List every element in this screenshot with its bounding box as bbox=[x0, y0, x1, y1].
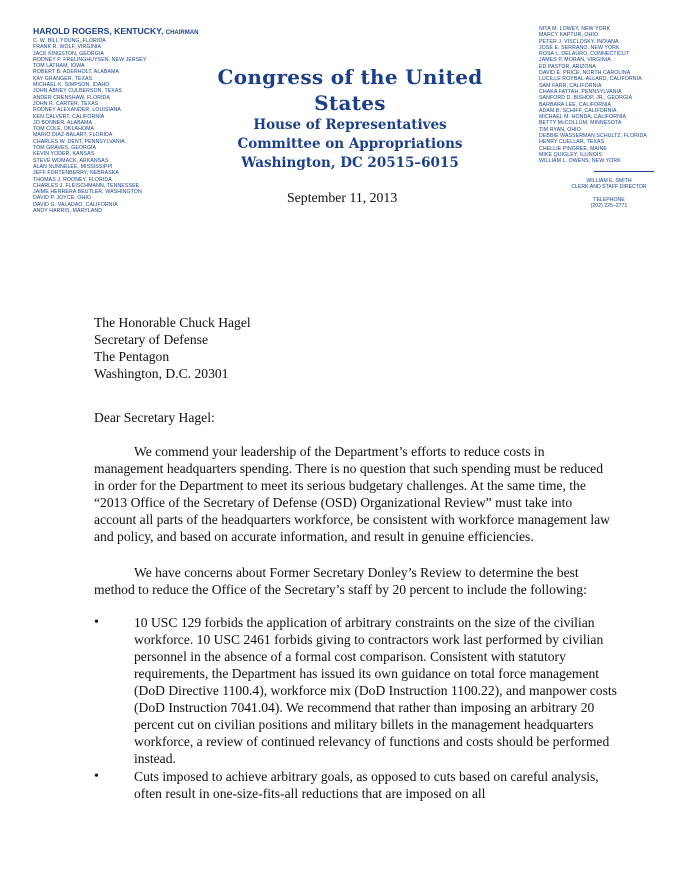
member-name: SANFORD D. BISHOP, JR., GEORGIA bbox=[539, 95, 633, 102]
member-name: HENRY CUELLAR, TEXAS bbox=[539, 139, 605, 146]
member-name: ROSA L. DELAURO, CONNECTICUT bbox=[539, 51, 630, 58]
member-name: SAM FARR, CALIFORNIA bbox=[539, 82, 602, 89]
member-name: JAMES P. MORAN, VIRGINIA bbox=[539, 57, 611, 64]
member-name: DAVID G. VALADAO, CALIFORNIA bbox=[33, 201, 118, 208]
member-name: CHELLIE PINGREE, MAINE bbox=[539, 145, 607, 152]
telephone-number: (202) 225–2771 bbox=[590, 203, 628, 210]
member-name: JOSÉ E. SERRANO, NEW YORK bbox=[539, 44, 620, 51]
member-name: KEN CALVERT, CALIFORNIA bbox=[33, 113, 105, 120]
bullet-icon: • bbox=[94, 615, 99, 630]
member-name: DAVID E. PRICE, NORTH CAROLINA bbox=[539, 70, 631, 77]
member-name: BARBARA LEE, CALIFORNIA bbox=[539, 101, 612, 108]
chairman-title: CHAIRMAN bbox=[165, 30, 199, 36]
member-name: FRANK R. WOLF, VIRGINIA bbox=[33, 44, 102, 51]
bullet-text: Cuts imposed to achieve arbitrary goals, as opposed to cuts based on careful analysis, often result in one-size-fits-all reductions that are imposed on all bbox=[134, 769, 599, 801]
letter-date: September 11, 2013 bbox=[287, 190, 398, 205]
member-name: ANDER CRENSHAW, FLORIDA bbox=[33, 94, 111, 101]
member-name: ANDY HARRIS, MARYLAND bbox=[33, 208, 103, 215]
chairman-line bbox=[33, 26, 223, 38]
minority-member-list bbox=[539, 26, 689, 165]
member-name: KEVIN YODER, KANSAS bbox=[33, 151, 95, 158]
letterhead-congress: Congress of the United States bbox=[217, 65, 483, 115]
bullet-icon: • bbox=[94, 769, 99, 784]
member-name: JACK KINGSTON, GEORGIA bbox=[33, 50, 104, 57]
member-name: RODNEY P. FRELINGHUYSEN, NEW JERSEY bbox=[33, 56, 147, 63]
member-name: ALAN NUNNELEE, MISSISSIPPI bbox=[33, 163, 113, 170]
member-name: CHARLES W. DENT, PENNSYLVANIA bbox=[33, 138, 125, 145]
member-name: C. W. BILL YOUNG, FLORIDA bbox=[33, 38, 106, 44]
member-name: ADAM B. SCHIFF, CALIFORNIA bbox=[539, 107, 617, 114]
member-name: JOHN R. CARTER, TEXAS bbox=[33, 100, 99, 107]
member-name: DEBBIE WASSERMAN SCHULTZ, FLORIDA bbox=[539, 133, 647, 140]
member-name: RODNEY ALEXANDER, LOUISIANA bbox=[33, 107, 121, 114]
member-name: STEVE WOMACK, ARKANSAS bbox=[33, 157, 109, 164]
member-name: CHAKA FATTAH, PENNSYLVANIA bbox=[539, 88, 622, 95]
body-paragraph: We commend your leadership of the Department’s efforts to reduce costs in management headquarters spending. There is no question that such spending must be reduced in order for the Department to meet its serious budgetary challenges. At the same time, the “2013 Office of the Secretary of Defense (OSD) Organizational Review” must take into account all parts of the headquarters workforce, be consistent with workforce management law and policy, and based on accurate information, and result in genuine efficiencies. bbox=[94, 444, 610, 544]
member-name: JAIME HERRERA BEUTLER, WASHINGTON bbox=[33, 189, 142, 196]
member-name: THOMAS J. ROONEY, FLORIDA bbox=[33, 176, 112, 183]
member-name: TIM RYAN, OHIO bbox=[539, 126, 581, 133]
staff-title: CLERK AND STAFF DIRECTOR bbox=[571, 184, 647, 191]
member-name: BETTY McCOLLUM, MINNESOTA bbox=[539, 120, 622, 127]
member-name: TOM GRAVES, GEORGIA bbox=[33, 145, 97, 152]
member-name: JEFF FORTENBERRY, NEBRASKA bbox=[33, 170, 119, 177]
body-paragraph: We have concerns about Former Secretary Donley’s Review to determine the best method to reduce the Office of the Secretary’s staff by 20 percent to include the following: bbox=[94, 565, 587, 597]
staff-divider bbox=[594, 171, 654, 172]
chairman-name: HAROLD ROGERS, KENTUCKY, bbox=[33, 26, 164, 36]
member-name: NITA M. LOWEY, NEW YORK bbox=[539, 26, 611, 32]
member-name: MARIO DIAZ-BALART, FLORIDA bbox=[33, 132, 113, 139]
member-name: TOM COLE, OKLAHOMA bbox=[33, 126, 95, 133]
member-name: MICHAEL K. SIMPSON, IDAHO bbox=[33, 82, 110, 89]
member-name: DAVID P. JOYCE, OHIO bbox=[33, 195, 92, 202]
salutation: Dear Secretary Hagel: bbox=[94, 410, 215, 425]
member-name: WILLIAM L. OWENS, NEW YORK bbox=[539, 158, 621, 165]
letterhead bbox=[190, 64, 510, 173]
member-name: MICHAEL M. HONDA, CALIFORNIA bbox=[539, 114, 627, 121]
staff-name: WILLIAM E. SMITH bbox=[586, 177, 632, 184]
letterhead-committee: Committee on Appropriations bbox=[237, 136, 463, 152]
member-name: ED PASTOR, ARIZONA bbox=[539, 63, 596, 70]
addressee-line: The Pentagon bbox=[94, 349, 170, 364]
member-name: KAY GRANGER, TEXAS bbox=[33, 75, 93, 82]
member-name: LUCILLE ROYBAL-ALLARD, CALIFORNIA bbox=[539, 76, 642, 83]
staff-block bbox=[529, 178, 689, 210]
telephone-label: TELEPHONE bbox=[593, 196, 625, 203]
member-name: TOM LATHAM, IOWA bbox=[33, 63, 85, 70]
member-name: MARCY KAPTUR, OHIO bbox=[539, 32, 599, 39]
addressee-line: The Honorable Chuck Hagel bbox=[94, 315, 251, 330]
member-name: CHARLES J. FLEISCHMANN, TENNESSEE bbox=[33, 182, 140, 189]
member-name: PETER J. VISCLOSKY, INDIANA bbox=[539, 38, 619, 45]
member-name: JO BONNER, ALABAMA bbox=[33, 119, 93, 126]
minority-roster bbox=[539, 26, 689, 210]
member-name: ROBERT B. ADERHOLT, ALABAMA bbox=[33, 69, 120, 76]
addressee-block bbox=[94, 314, 251, 382]
addressee-line: Secretary of Defense bbox=[94, 332, 208, 347]
letterhead-address: Washington, DC 20515–6015 bbox=[241, 155, 459, 171]
bullet-text: 10 USC 129 forbids the application of arbitrary constraints on the size of the civilian workforce. 10 USC 2461 forbids giving to contractors work last performed by civilian personnel in the absence of a formal cost comparison. Consistent with statutory requirements, the Department has issued its own guidance on total force management (DoD Directive 1100.4), workforce mix (DoD Instruction 1100.22), and manpower costs (DoD Instruction 7041.04). We recommend that rather than imposing an arbitrary 20 percent cut on civilian positions and military billets in the management headquarters workforce, a review of continued relevancy of functions and costs should be performed instead. bbox=[134, 615, 617, 766]
letterhead-house: House of Representatives bbox=[253, 117, 447, 133]
addressee-line: Washington, D.C. 20301 bbox=[94, 366, 229, 381]
member-name: MIKE QUIGLEY, ILLINOIS bbox=[539, 151, 602, 158]
member-name: JOHN ABNEY CULBERSON, TEXAS bbox=[33, 88, 122, 95]
